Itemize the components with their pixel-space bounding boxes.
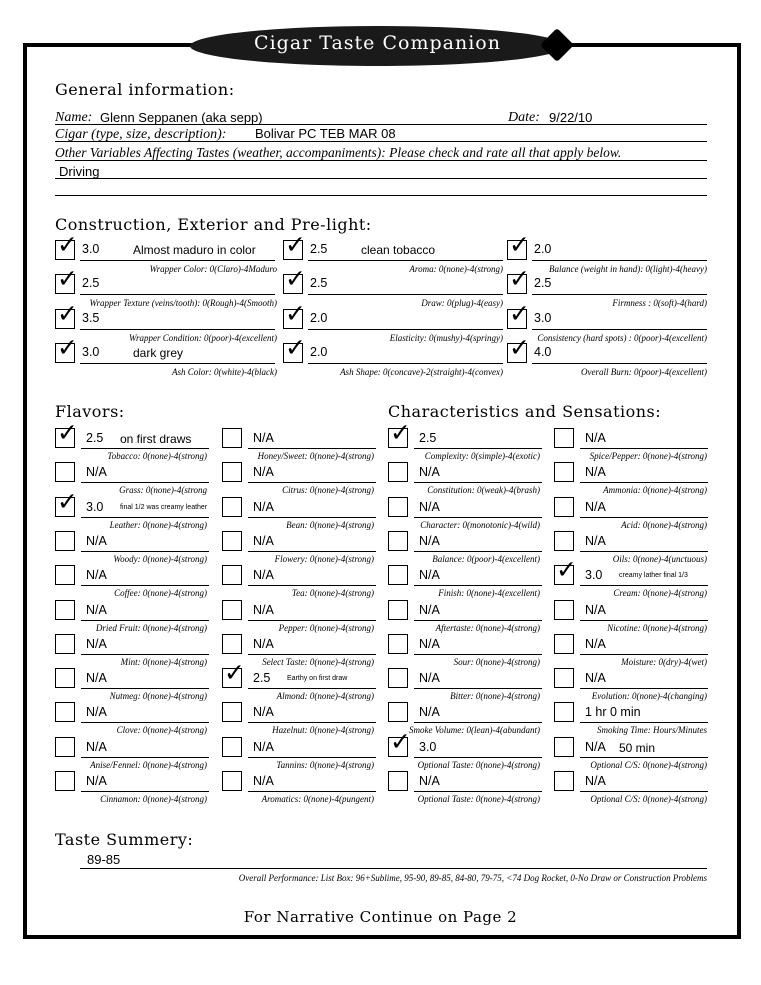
attribute-underline	[414, 722, 542, 723]
rating-scale-label: Ash Color: 0(white)-4(black)	[172, 367, 277, 377]
checkmark-icon: ✓	[390, 418, 411, 447]
attribute-scale-label: Leather: 0(none)-4(strong)	[109, 520, 207, 530]
rating-note[interactable]: dark grey	[133, 346, 184, 360]
attribute-value[interactable]: N/A	[253, 534, 274, 548]
attribute-underline	[580, 448, 708, 449]
attribute-value[interactable]: N/A	[585, 637, 606, 651]
attribute-checkbox[interactable]	[554, 462, 574, 482]
rating-checkbox[interactable]	[55, 264, 78, 294]
attribute-checkbox[interactable]	[55, 487, 78, 517]
attribute-scale-label: Aromatics: 0(none)-4(pungent)	[261, 794, 374, 804]
date-field[interactable]: 9/22/10	[549, 110, 593, 125]
attribute-value[interactable]: N/A	[253, 774, 274, 788]
attribute-underline	[580, 620, 708, 621]
attribute-checkbox[interactable]	[222, 497, 242, 517]
checkmark-icon: ✓	[509, 333, 530, 362]
rating-checkbox[interactable]	[55, 333, 78, 363]
attribute-scale-label: Sour: 0(none)-4(strong)	[453, 657, 540, 667]
rating-underline	[532, 294, 707, 295]
attribute-checkbox[interactable]	[55, 462, 75, 482]
attribute-scale-label: Bean: 0(none)-4(strong)	[286, 520, 374, 530]
rating-checkbox[interactable]	[55, 230, 78, 260]
attribute-underline	[248, 585, 376, 586]
attribute-value[interactable]: N/A	[253, 705, 274, 719]
attribute-checkbox[interactable]	[554, 531, 574, 551]
rating-scale-label: Wrapper Color: 0(Claro)-4Maduro	[149, 264, 277, 274]
rating-value[interactable]: 3.0	[534, 311, 552, 325]
attribute-value[interactable]: N/A	[253, 740, 274, 754]
rating-scale-label: Aroma: 0(none)-4(strong)	[409, 264, 503, 274]
rating-underline	[532, 329, 707, 330]
attribute-checkbox[interactable]	[222, 565, 242, 585]
checkmark-icon: ✓	[57, 333, 78, 362]
attribute-underline	[81, 482, 209, 483]
other-underline	[55, 160, 707, 161]
checkmark-icon: ✓	[390, 727, 411, 756]
attribute-underline	[414, 688, 542, 689]
attribute-underline	[248, 517, 376, 518]
attribute-checkbox[interactable]	[388, 634, 408, 654]
attribute-scale-label: Evolution: 0(none)-4(changing)	[591, 691, 707, 701]
checkmark-icon: ✓	[57, 264, 78, 293]
rating-underline	[80, 329, 275, 330]
rating-value[interactable]: 3.0	[82, 345, 100, 359]
attribute-checkbox[interactable]	[554, 737, 574, 757]
attribute-value[interactable]: N/A	[253, 637, 274, 651]
rating-scale-label: Draw: 0(plug)-4(easy)	[421, 298, 503, 308]
rating-scale-label: Overall Burn: 0(poor)-4(excellent)	[581, 367, 707, 377]
attribute-checkbox[interactable]	[388, 565, 408, 585]
rating-value[interactable]: 3.5	[82, 311, 100, 325]
rating-checkbox[interactable]	[55, 299, 78, 329]
attribute-checkbox[interactable]	[222, 428, 242, 448]
attribute-underline	[248, 551, 376, 552]
attribute-note[interactable]: final 1/2 was creamy leather	[120, 504, 208, 511]
other-underline-2	[55, 178, 707, 179]
rating-checkbox[interactable]	[507, 299, 530, 329]
attribute-value[interactable]: N/A	[253, 500, 274, 514]
checkmark-icon: ✓	[57, 230, 78, 259]
checkmark-icon: ✓	[556, 555, 577, 584]
rating-checkbox[interactable]	[507, 333, 530, 363]
attribute-underline	[414, 791, 542, 792]
attribute-scale-label: Select Taste: 0(none)-4(strong)	[262, 657, 374, 667]
attribute-underline	[81, 551, 209, 552]
attribute-value[interactable]: N/A	[585, 431, 606, 445]
attribute-scale-label: Grass: 0(none)-4(strong	[119, 485, 207, 495]
attribute-checkbox[interactable]	[55, 531, 75, 551]
attribute-value[interactable]: N/A	[585, 740, 606, 754]
attribute-scale-label: Dried Fruit: 0(none)-4(strong)	[95, 623, 207, 633]
attribute-underline	[580, 654, 708, 655]
attribute-underline	[81, 517, 209, 518]
rating-underline	[308, 329, 503, 330]
attribute-value[interactable]: 3.0	[86, 500, 104, 514]
attribute-scale-label: Acid: 0(none)-4(strong)	[621, 520, 707, 530]
attribute-value[interactable]: N/A	[86, 568, 107, 582]
attribute-underline	[580, 551, 708, 552]
rating-underline	[532, 363, 707, 364]
attribute-value[interactable]: N/A	[419, 465, 440, 479]
attribute-value[interactable]: N/A	[253, 465, 274, 479]
attribute-scale-label: Finish: 0(none)-4(excellent)	[438, 588, 540, 598]
attribute-checkbox[interactable]	[222, 462, 242, 482]
other-field[interactable]: Driving	[59, 164, 100, 179]
attribute-checkbox[interactable]	[388, 702, 408, 722]
attribute-value[interactable]: N/A	[253, 603, 274, 617]
attribute-checkbox[interactable]	[222, 634, 242, 654]
attribute-scale-label: Flowery: 0(none)-4(strong)	[274, 554, 374, 564]
attribute-checkbox[interactable]	[388, 462, 408, 482]
attribute-note[interactable]: creamy lather final 1/3	[619, 572, 688, 579]
attribute-scale-label: Tannins: 0(none)-4(strong)	[276, 760, 374, 770]
checkmark-icon: ✓	[57, 299, 78, 328]
attribute-checkbox[interactable]	[554, 702, 574, 722]
attribute-scale-label: Pepper: 0(none)-4(strong)	[278, 623, 374, 633]
attribute-scale-label: Balance: 0(poor)-4(excellent)	[432, 554, 540, 564]
rating-underline	[308, 260, 503, 261]
attribute-scale-label: Smoke Volume: 0(lean)-4(abundant)	[409, 725, 540, 735]
rating-value[interactable]: 2.5	[534, 276, 552, 290]
attribute-underline	[248, 448, 376, 449]
attribute-note[interactable]: 50 min	[619, 741, 656, 755]
attribute-underline	[414, 517, 542, 518]
attribute-underline	[580, 482, 708, 483]
attribute-value[interactable]: N/A	[419, 603, 440, 617]
attribute-checkbox[interactable]	[55, 600, 75, 620]
summary-underline	[80, 868, 707, 869]
attribute-scale-label: Bitter: 0(none)-4(strong)	[450, 691, 540, 701]
rating-underline	[80, 363, 275, 364]
rating-scale-label: Firmness : 0(soft)-4(hard)	[612, 298, 707, 308]
attribute-checkbox[interactable]	[388, 727, 411, 757]
other-label: Other Variables Affecting Tastes (weather, accompaniments): Please check and rate all that apply below.	[55, 145, 622, 160]
attribute-underline	[414, 620, 542, 621]
attribute-note[interactable]: on first draws	[120, 432, 192, 446]
attribute-value[interactable]: N/A	[419, 500, 440, 514]
rating-note[interactable]: Almost maduro in color	[133, 243, 256, 257]
summary-field[interactable]: 89-85	[87, 852, 121, 867]
attribute-checkbox[interactable]	[55, 634, 75, 654]
page-title: Cigar Taste Companion	[254, 32, 501, 54]
attribute-scale-label: Cream: 0(none)-4(strong)	[613, 588, 707, 598]
attribute-value[interactable]: N/A	[86, 637, 107, 651]
attribute-underline	[580, 791, 708, 792]
attribute-checkbox[interactable]	[554, 428, 574, 448]
rating-scale-label: Wrapper Texture (veins/tooth): 0(Rough)-4(Smooth)	[89, 298, 277, 308]
attribute-checkbox[interactable]	[554, 771, 574, 791]
attribute-scale-label: Nicotine: 0(none)-4(strong)	[607, 623, 707, 633]
attribute-underline	[580, 517, 708, 518]
attribute-underline	[580, 722, 708, 723]
rating-underline	[308, 363, 503, 364]
attribute-underline	[414, 654, 542, 655]
checkmark-icon: ✓	[285, 264, 306, 293]
attribute-scale-label: Hazelnut: 0(none)-4(strong)	[272, 725, 374, 735]
checkmark-icon: ✓	[57, 487, 78, 516]
attribute-underline	[81, 585, 209, 586]
attribute-underline	[414, 448, 542, 449]
attribute-value[interactable]: N/A	[585, 774, 606, 788]
rating-checkbox[interactable]	[507, 230, 530, 260]
rating-value[interactable]: 2.5	[310, 276, 328, 290]
attribute-scale-label: Spice/Pepper: 0(none)-4(strong)	[589, 451, 707, 461]
attribute-value[interactable]: N/A	[585, 500, 606, 514]
attribute-value[interactable]: N/A	[419, 568, 440, 582]
name-field[interactable]: Glenn Seppanen (aka sepp)	[100, 110, 263, 125]
cigar-label: Cigar (type, size, description):	[55, 127, 227, 142]
attribute-checkbox[interactable]	[55, 737, 75, 757]
attribute-underline	[248, 620, 376, 621]
attribute-checkbox[interactable]	[222, 771, 242, 791]
attribute-underline	[248, 482, 376, 483]
attribute-scale-label: Optional Taste: 0(none)-4(strong)	[417, 794, 540, 804]
rating-underline	[308, 294, 503, 295]
attribute-underline	[248, 688, 376, 689]
attribute-underline	[414, 482, 542, 483]
attribute-value[interactable]: N/A	[419, 774, 440, 788]
attribute-underline	[580, 757, 708, 758]
attribute-value[interactable]: N/A	[253, 568, 274, 582]
attribute-value[interactable]: 2.5	[86, 431, 104, 445]
attribute-underline	[248, 791, 376, 792]
attribute-scale-label: Clove: 0(none)-4(strong)	[116, 725, 207, 735]
attribute-checkbox[interactable]	[222, 702, 242, 722]
attribute-checkbox[interactable]	[554, 668, 574, 688]
attribute-scale-label: Complexity: 0(simple)-4(exotic)	[424, 451, 540, 461]
attribute-checkbox[interactable]	[388, 531, 408, 551]
attribute-scale-label: Mint: 0(none)-4(strong)	[120, 657, 207, 667]
summary-scale-label: Overall Performance: List Box: 96+Sublime, 95-90, 89-85, 84-80, 79-75, <74 Dog Rocket, 0-No Draw or Construction Problems	[238, 873, 707, 883]
attribute-checkbox[interactable]	[388, 600, 408, 620]
attribute-value[interactable]: N/A	[419, 671, 440, 685]
rating-value[interactable]: 3.0	[82, 242, 100, 256]
rating-underline	[80, 260, 275, 261]
attribute-underline	[81, 654, 209, 655]
attribute-scale-label: Anise/Fennel: 0(none)-4(strong)	[90, 760, 207, 770]
attribute-scale-label: Ammonia: 0(none)-4(strong)	[603, 485, 707, 495]
attribute-checkbox[interactable]	[222, 658, 245, 688]
attribute-scale-label: Nutmeg: 0(none)-4(strong)	[109, 691, 207, 701]
attribute-value[interactable]: 2.5	[253, 671, 271, 685]
attribute-value[interactable]: 3.0	[585, 568, 603, 582]
attribute-underline	[81, 791, 209, 792]
attribute-underline	[414, 585, 542, 586]
rating-value[interactable]: 2.0	[310, 311, 328, 325]
attribute-checkbox[interactable]	[222, 737, 242, 757]
attribute-underline	[580, 688, 708, 689]
attribute-checkbox[interactable]	[554, 600, 574, 620]
attribute-scale-label: Oils: 0(none)-4(unctuous)	[612, 554, 707, 564]
general-heading: General information:	[55, 80, 235, 99]
attribute-checkbox[interactable]	[388, 668, 408, 688]
attribute-underline	[248, 757, 376, 758]
attribute-scale-label: Optional C/S: 0(none)-4(strong)	[590, 760, 707, 770]
attribute-note[interactable]: Earthy on first draw	[287, 675, 348, 682]
attribute-value[interactable]: N/A	[419, 705, 440, 719]
attribute-scale-label: Cinnamon: 0(none)-4(strong)	[100, 794, 207, 804]
attribute-scale-label: Moisture: 0(dry)-4(wet)	[621, 657, 707, 667]
summary-heading: Taste Summery:	[55, 830, 194, 849]
rating-underline	[532, 260, 707, 261]
checkmark-icon: ✓	[285, 333, 306, 362]
attribute-checkbox[interactable]	[222, 531, 242, 551]
rating-underline	[80, 294, 275, 295]
attribute-value[interactable]: N/A	[86, 465, 107, 479]
rating-scale-label: Ash Shape: 0(concave)-2(straight)-4(convex)	[340, 367, 503, 377]
attribute-value[interactable]: N/A	[86, 740, 107, 754]
checkmark-icon: ✓	[509, 230, 530, 259]
rating-scale-label: Elasticity: 0(mushy)-4(springy)	[389, 333, 503, 343]
rating-note[interactable]: clean tobacco	[361, 243, 436, 257]
cigar-underline	[55, 141, 707, 142]
attribute-underline	[81, 688, 209, 689]
name-label: Name:	[55, 110, 93, 125]
rating-checkbox[interactable]	[283, 333, 306, 363]
attribute-scale-label: Tea: 0(none)-4(strong)	[291, 588, 374, 598]
attribute-checkbox[interactable]	[55, 565, 75, 585]
attribute-value[interactable]: N/A	[253, 431, 274, 445]
attribute-scale-label: Aftertaste: 0(none)-4(strong)	[435, 623, 540, 633]
attribute-value[interactable]: 3.0	[419, 740, 437, 754]
attribute-scale-label: Almond: 0(none)-4(strong)	[276, 691, 374, 701]
attribute-underline	[81, 757, 209, 758]
attribute-underline	[248, 654, 376, 655]
checkmark-icon: ✓	[285, 230, 306, 259]
attribute-scale-label: Woody: 0(none)-4(strong)	[113, 554, 207, 564]
attribute-underline	[414, 757, 542, 758]
attribute-scale-label: Character: 0(monotonic)-4(wild)	[420, 520, 540, 530]
attribute-underline	[414, 551, 542, 552]
rating-value[interactable]: 2.0	[310, 345, 328, 359]
construction-heading: Construction, Exterior and Pre-light:	[55, 215, 372, 234]
attribute-checkbox[interactable]	[554, 634, 574, 654]
cigar-field[interactable]: Bolivar PC TEB MAR 08	[255, 126, 396, 141]
attribute-checkbox[interactable]	[55, 418, 78, 448]
rating-checkbox[interactable]	[283, 299, 306, 329]
attribute-checkbox[interactable]	[554, 555, 577, 585]
attribute-underline	[81, 620, 209, 621]
checkmark-icon: ✓	[509, 264, 530, 293]
attribute-checkbox[interactable]	[554, 497, 574, 517]
attribute-scale-label: Citrus: 0(none)-4(strong)	[282, 485, 374, 495]
checkmark-icon: ✓	[224, 658, 245, 687]
rating-scale-label: Balance (weight in hand): 0(light)-4(heavy)	[549, 264, 707, 274]
other-underline-3	[55, 195, 707, 196]
rating-checkbox[interactable]	[283, 264, 306, 294]
attribute-value[interactable]: N/A	[419, 534, 440, 548]
attribute-checkbox[interactable]	[222, 600, 242, 620]
rating-scale-label: Consistency (hard spots) : 0(poor)-4(excellent)	[537, 333, 707, 343]
rating-value[interactable]: 2.5	[310, 242, 328, 256]
rating-value[interactable]: 4.0	[534, 345, 552, 359]
attribute-scale-label: Honey/Sweet: 0(none)-4(strong)	[257, 451, 374, 461]
rating-scale-label: Wrapper Condition: 0(poor)-4(excellent)	[129, 333, 277, 343]
attribute-scale-label: Optional C/S: 0(none)-4(strong)	[590, 794, 707, 804]
rating-value[interactable]: 2.0	[534, 242, 552, 256]
attribute-underline	[580, 585, 708, 586]
attribute-underline	[81, 722, 209, 723]
attribute-checkbox[interactable]	[55, 702, 75, 722]
attribute-scale-label: Optional Taste: 0(none)-4(strong)	[417, 760, 540, 770]
attribute-scale-label: Constitution: 0(weak)-4(brash)	[427, 485, 540, 495]
rating-value[interactable]: 2.5	[82, 276, 100, 290]
attribute-checkbox[interactable]	[388, 497, 408, 517]
checkmark-icon: ✓	[57, 418, 78, 447]
attribute-checkbox[interactable]	[388, 771, 408, 791]
date-label: Date:	[508, 110, 540, 125]
footer-note: For Narrative Continue on Page 2	[243, 908, 518, 926]
attribute-value[interactable]: N/A	[86, 774, 107, 788]
characteristics-heading: Characteristics and Sensations:	[388, 402, 662, 421]
attribute-value[interactable]: N/A	[585, 534, 606, 548]
attribute-value[interactable]: N/A	[419, 637, 440, 651]
attribute-value[interactable]: N/A	[585, 465, 606, 479]
attribute-value[interactable]: N/A	[86, 603, 107, 617]
rating-checkbox[interactable]	[507, 264, 530, 294]
attribute-value[interactable]: 1 hr 0 min	[585, 705, 641, 719]
attribute-checkbox[interactable]	[55, 668, 75, 688]
attribute-value[interactable]: N/A	[86, 671, 107, 685]
attribute-scale-label: Smoking Time: Hours/Minutes	[597, 725, 707, 735]
attribute-underline	[81, 448, 209, 449]
rating-checkbox[interactable]	[283, 230, 306, 260]
attribute-underline	[248, 722, 376, 723]
attribute-scale-label: Coffee: 0(none)-4(strong)	[114, 588, 207, 598]
attribute-scale-label: Tobacco: 0(none)-4(strong)	[107, 451, 207, 461]
attribute-checkbox[interactable]	[55, 771, 75, 791]
attribute-value[interactable]: N/A	[585, 603, 606, 617]
attribute-value[interactable]: N/A	[86, 534, 107, 548]
name-underline	[55, 124, 707, 125]
flavors-heading: Flavors:	[55, 402, 125, 421]
attribute-checkbox[interactable]	[388, 418, 411, 448]
attribute-value[interactable]: 2.5	[419, 431, 437, 445]
attribute-value[interactable]: N/A	[585, 671, 606, 685]
attribute-value[interactable]: N/A	[86, 705, 107, 719]
checkmark-icon: ✓	[509, 299, 530, 328]
checkmark-icon: ✓	[285, 299, 306, 328]
